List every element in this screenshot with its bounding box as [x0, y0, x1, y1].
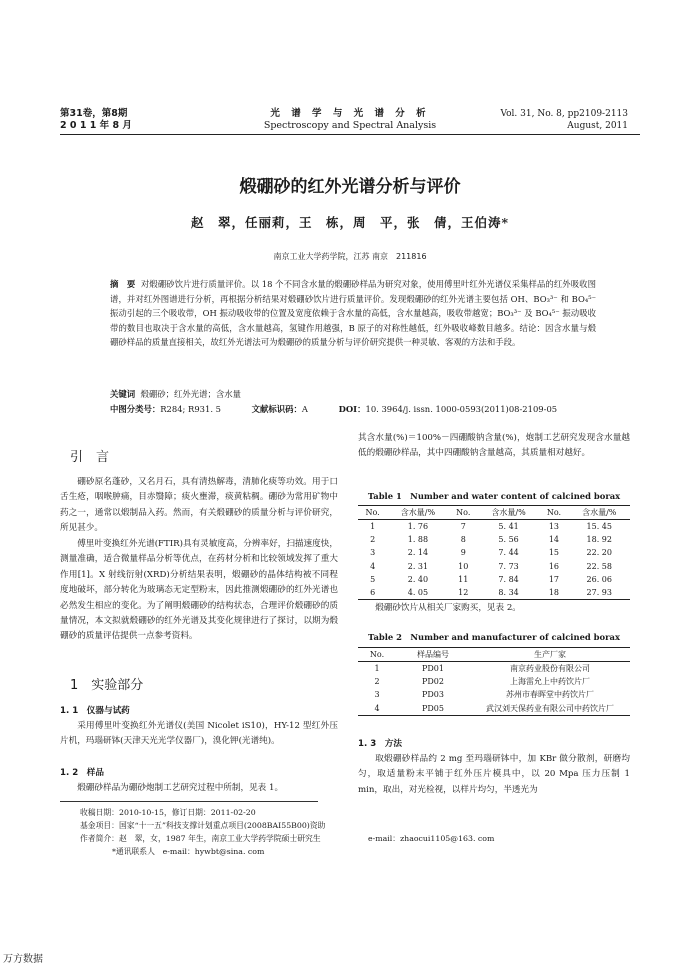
- intro-heading: 引 言: [70, 450, 110, 465]
- table-cell: PD03: [422, 690, 444, 700]
- table-2: [358, 647, 630, 716]
- table-cell: 1. 88: [407, 535, 429, 545]
- table-row: [358, 586, 630, 600]
- table-cell: 上海雷允上中药饮片厂: [510, 677, 590, 687]
- section-1-3-heading: 1. 3 方法: [358, 739, 402, 749]
- table-2-caption: Table 2 Number and manufacturer of calcined borax: [368, 632, 620, 642]
- table-header-cell: No.: [539, 506, 568, 520]
- footnote-contact: *通讯联系人 e-mail：hywbt@sina. com: [112, 847, 265, 856]
- volume-en: Vol. 31, No. 8, pp2109-2113: [500, 109, 628, 119]
- intro-paragraph-2: 傅里叶变换红外光谱(FTIR)具有灵敏度高，分辨率好，扫描速度快，测量准确，适合微量样品分析等优点，在药材分析和比较领域发挥了重大作用[1]。X 射线衍射(XRD)分析结果表明，煅硼砂的晶体结构被不同程度地破坏，部分转化为玻璃态无定型粉末，因此推测煅硼砂的红外光谱也必然发生相应的变化。为了阐明煅硼砂的结构状态，合理评价煅硼砂的质量情况，本文拟就煅硼砂的红外光谱及其变化规律进行了探讨，以期为煅硼砂的质量评估提供一点参考资料。: [60, 539, 338, 642]
- table-cell: PD02: [422, 677, 444, 687]
- table-cell: 7. 44: [498, 548, 519, 558]
- table-cell: 5: [370, 574, 376, 584]
- table-cell: 10: [458, 561, 469, 571]
- table-cell: 南京药业股份有限公司: [510, 664, 590, 674]
- table-row: [358, 702, 630, 716]
- section-1-1-heading: 1. 1 仪器与试药: [60, 706, 130, 716]
- table-cell: 22. 58: [586, 561, 612, 571]
- watermark-text: 万方数据: [3, 954, 43, 965]
- clc-label: 中图分类号：: [110, 404, 161, 414]
- table-header-cell: 含水量/%: [478, 506, 539, 520]
- table-cell: 3: [374, 690, 380, 700]
- table-cell: 22. 20: [586, 548, 612, 558]
- table-cell: 7: [460, 522, 466, 532]
- doc-code-label: 文献标识码：: [251, 404, 302, 414]
- volume-cn: 第31卷，第8期: [60, 108, 128, 119]
- date-cn: 2 0 1 1 年 8 月: [60, 120, 132, 131]
- table-cell: 14: [548, 535, 560, 545]
- table-cell: 4: [358, 702, 396, 716]
- table-cell: 17: [548, 574, 560, 584]
- keywords: [110, 387, 241, 401]
- table-cell: 16: [548, 561, 560, 571]
- table-row: [358, 662, 630, 676]
- table-header-cell: No.: [358, 648, 396, 662]
- table-cell: 1. 76: [407, 522, 429, 532]
- table-row: [358, 546, 630, 559]
- keywords-text: 煅硼砂；红外光谱；含水量: [140, 389, 241, 399]
- table-header-cell: 含水量/%: [387, 506, 448, 520]
- doi-value: 10. 3964/j. issn. 1000-0593(2011)08-2109-05: [365, 404, 558, 414]
- intro-paragraph-1: 硼砂原名蓬砂，又名月石，具有清热解毒，清肺化痰等功效。用于口舌生疮，咽喉肿痛，目赤翳障；痰火壅滞，痰黄粘稠。硼砂为常用矿物中药之一，通常以煅制品入药。然而，有关煅硼砂的质量分析与评价研究，所见甚少。: [60, 477, 338, 534]
- table-cell: 1: [374, 664, 380, 674]
- table-1-caption: Table 1 Number and water content of calcined borax: [367, 491, 621, 501]
- footnote-fund: 基金项目：国家“十一五”科技支撑计划重点项目(2008BAI55B00)资助: [80, 821, 326, 830]
- table-cell: 18: [539, 586, 568, 600]
- table-cell: 4. 05: [387, 586, 448, 600]
- water-content-paragraph: 其含水量(%)＝100%－四硼酸钠含量(%)，炮制工艺研究发现含水量越低的煅硼砂样品，其中四硼酸钠含量越高，其质量相对越好。: [358, 433, 630, 459]
- section-1-2-heading: 1. 2 样品: [60, 768, 104, 778]
- table-cell: 3: [370, 548, 376, 558]
- header-rule: [60, 134, 640, 135]
- section-1-1-text: 采用傅里叶变换红外光谱仪(美国 Nicolet iS10)，HY-12 型红外压片机，玛瑙研钵(天津天光光学仪器厂)，溴化钾(光谱纯)。: [60, 721, 338, 747]
- table-header-cell: No.: [358, 506, 387, 520]
- table-cell: 13: [548, 522, 560, 532]
- table-cell: 2. 40: [407, 574, 429, 584]
- table-cell: 2. 14: [407, 548, 429, 558]
- table-cell: 18. 92: [586, 535, 612, 545]
- table-cell: 8. 34: [478, 586, 539, 600]
- table-header-cell: 含水量/%: [569, 506, 630, 520]
- table-header-cell: 生产厂家: [470, 648, 630, 662]
- table-row: [358, 573, 630, 586]
- table-row: [358, 520, 630, 534]
- table-row: [358, 533, 630, 546]
- table-1: [358, 505, 630, 600]
- section-1-2-text: 煅硼砂样品为硼砂炮制工艺研究过程中所制，见表 1。: [77, 783, 284, 793]
- table-cell: 2: [374, 677, 380, 687]
- table-cell: 9: [460, 548, 466, 558]
- classification-line: [110, 402, 630, 416]
- table-cell: 苏州市春晖堂中药饮片厂: [506, 690, 594, 700]
- abstract-label: 摘 要: [110, 279, 136, 289]
- footnote-email: e-mail：zhaocui1105@163. com: [368, 834, 495, 843]
- doi-label: DOI：: [338, 404, 366, 414]
- table-cell: 武汉刘天保药业有限公司中药饮片厂: [470, 702, 630, 716]
- table-cell: 7. 73: [498, 561, 519, 571]
- abstract-text: 对煅硼砂饮片进行质量评价。以 18 个不同含水量的煅硼砂样品为研究对象，使用傅里叶红外光谱仪采集样品的红外吸收图谱，并对红外图谱进行分析，再根据分析结果对煅硼砂饮片进行质量评价。发现煅硼砂的红外光谱主要包括 OH、BO₃³⁻ 和 BO₄⁵⁻ 振动引起的三个吸收带，OH 振动吸收带的位置及宽度依赖于含水量的高低，含水量越高，吸收带越宽；BO₃³⁻ 及 BO₄⁵⁻ 振动吸收带的数目也取决于含水量的高低，含水量越高，氢键作用越强，B 原子的对称性越低，红外吸收峰数目越多。结论：因含水量与煅硼砂样品的质量直接相关，故红外光谱法可为煅硼砂的质量分析与评价研究提供一种灵敏、客观的方法和手段。: [110, 279, 597, 348]
- table-row: [358, 675, 630, 688]
- table-cell: 4: [370, 561, 376, 571]
- journal-volume-en: [500, 108, 628, 132]
- table-cell: 26. 06: [586, 574, 612, 584]
- paper-title: 煅硼砂的红外光谱分析与评价: [239, 177, 461, 197]
- section-1-3-text: 取煅硼砂样品约 2 mg 至玛瑙研钵中，加 KBr 做分散剂，研磨均匀，取适量粉末平铺于红外压片模具中，以 20 Mpa 压力压制 1 min，取出，对光检视，以样片均匀，半透光为: [358, 754, 630, 795]
- journal-name-en: Spectroscopy and Spectral Analysis: [263, 120, 437, 131]
- table-cell: 27. 93: [569, 586, 630, 600]
- table-cell: PD05: [396, 702, 470, 716]
- affiliation: 南京工业大学药学院，江苏 南京 211816: [273, 252, 427, 261]
- keywords-label: 关键词: [110, 389, 136, 399]
- table-row: [358, 560, 630, 573]
- table-2-intro-text: 煅硼砂饮片从相关厂家购买，见表 2。: [375, 603, 521, 613]
- footnote-rule: [60, 801, 318, 802]
- table-cell: 12: [449, 586, 478, 600]
- experimental-heading: 1 实验部分: [70, 678, 144, 693]
- footnote-author-bio: 作者简介：赵 翠，女，1987 年生，南京工业大学药学院硕士研究生: [80, 834, 321, 843]
- table-cell: 7. 84: [498, 574, 519, 584]
- table-cell: 15: [548, 548, 560, 558]
- doc-code-value: A: [301, 404, 308, 414]
- table-cell: 1: [370, 522, 376, 532]
- table-row: [358, 688, 630, 701]
- table-cell: 15. 45: [586, 522, 612, 532]
- clc-value: R284; R931. 5: [160, 404, 221, 414]
- table-cell: 5. 56: [498, 535, 519, 545]
- table-cell: PD01: [422, 664, 444, 674]
- table-cell: 8: [460, 535, 466, 545]
- table-header-cell: 样品编号: [396, 648, 470, 662]
- abstract: [110, 277, 596, 350]
- date-en: August, 2011: [567, 121, 628, 131]
- journal-name-cn: 光 谱 学 与 光 谱 分 析: [270, 108, 430, 119]
- table-header-cell: No.: [449, 506, 478, 520]
- table-cell: 2: [370, 535, 376, 545]
- footnote-received: 收稿日期：2010-10-15，修订日期：2011-02-20: [80, 808, 256, 817]
- table-cell: 11: [458, 574, 469, 584]
- table-cell: 6: [358, 586, 387, 600]
- table-cell: 5. 41: [498, 522, 519, 532]
- table-cell: 2. 31: [407, 561, 429, 571]
- author-list: 赵 翠，任丽莉，王 栋，周 平，张 倩，王伯涛*: [190, 215, 510, 230]
